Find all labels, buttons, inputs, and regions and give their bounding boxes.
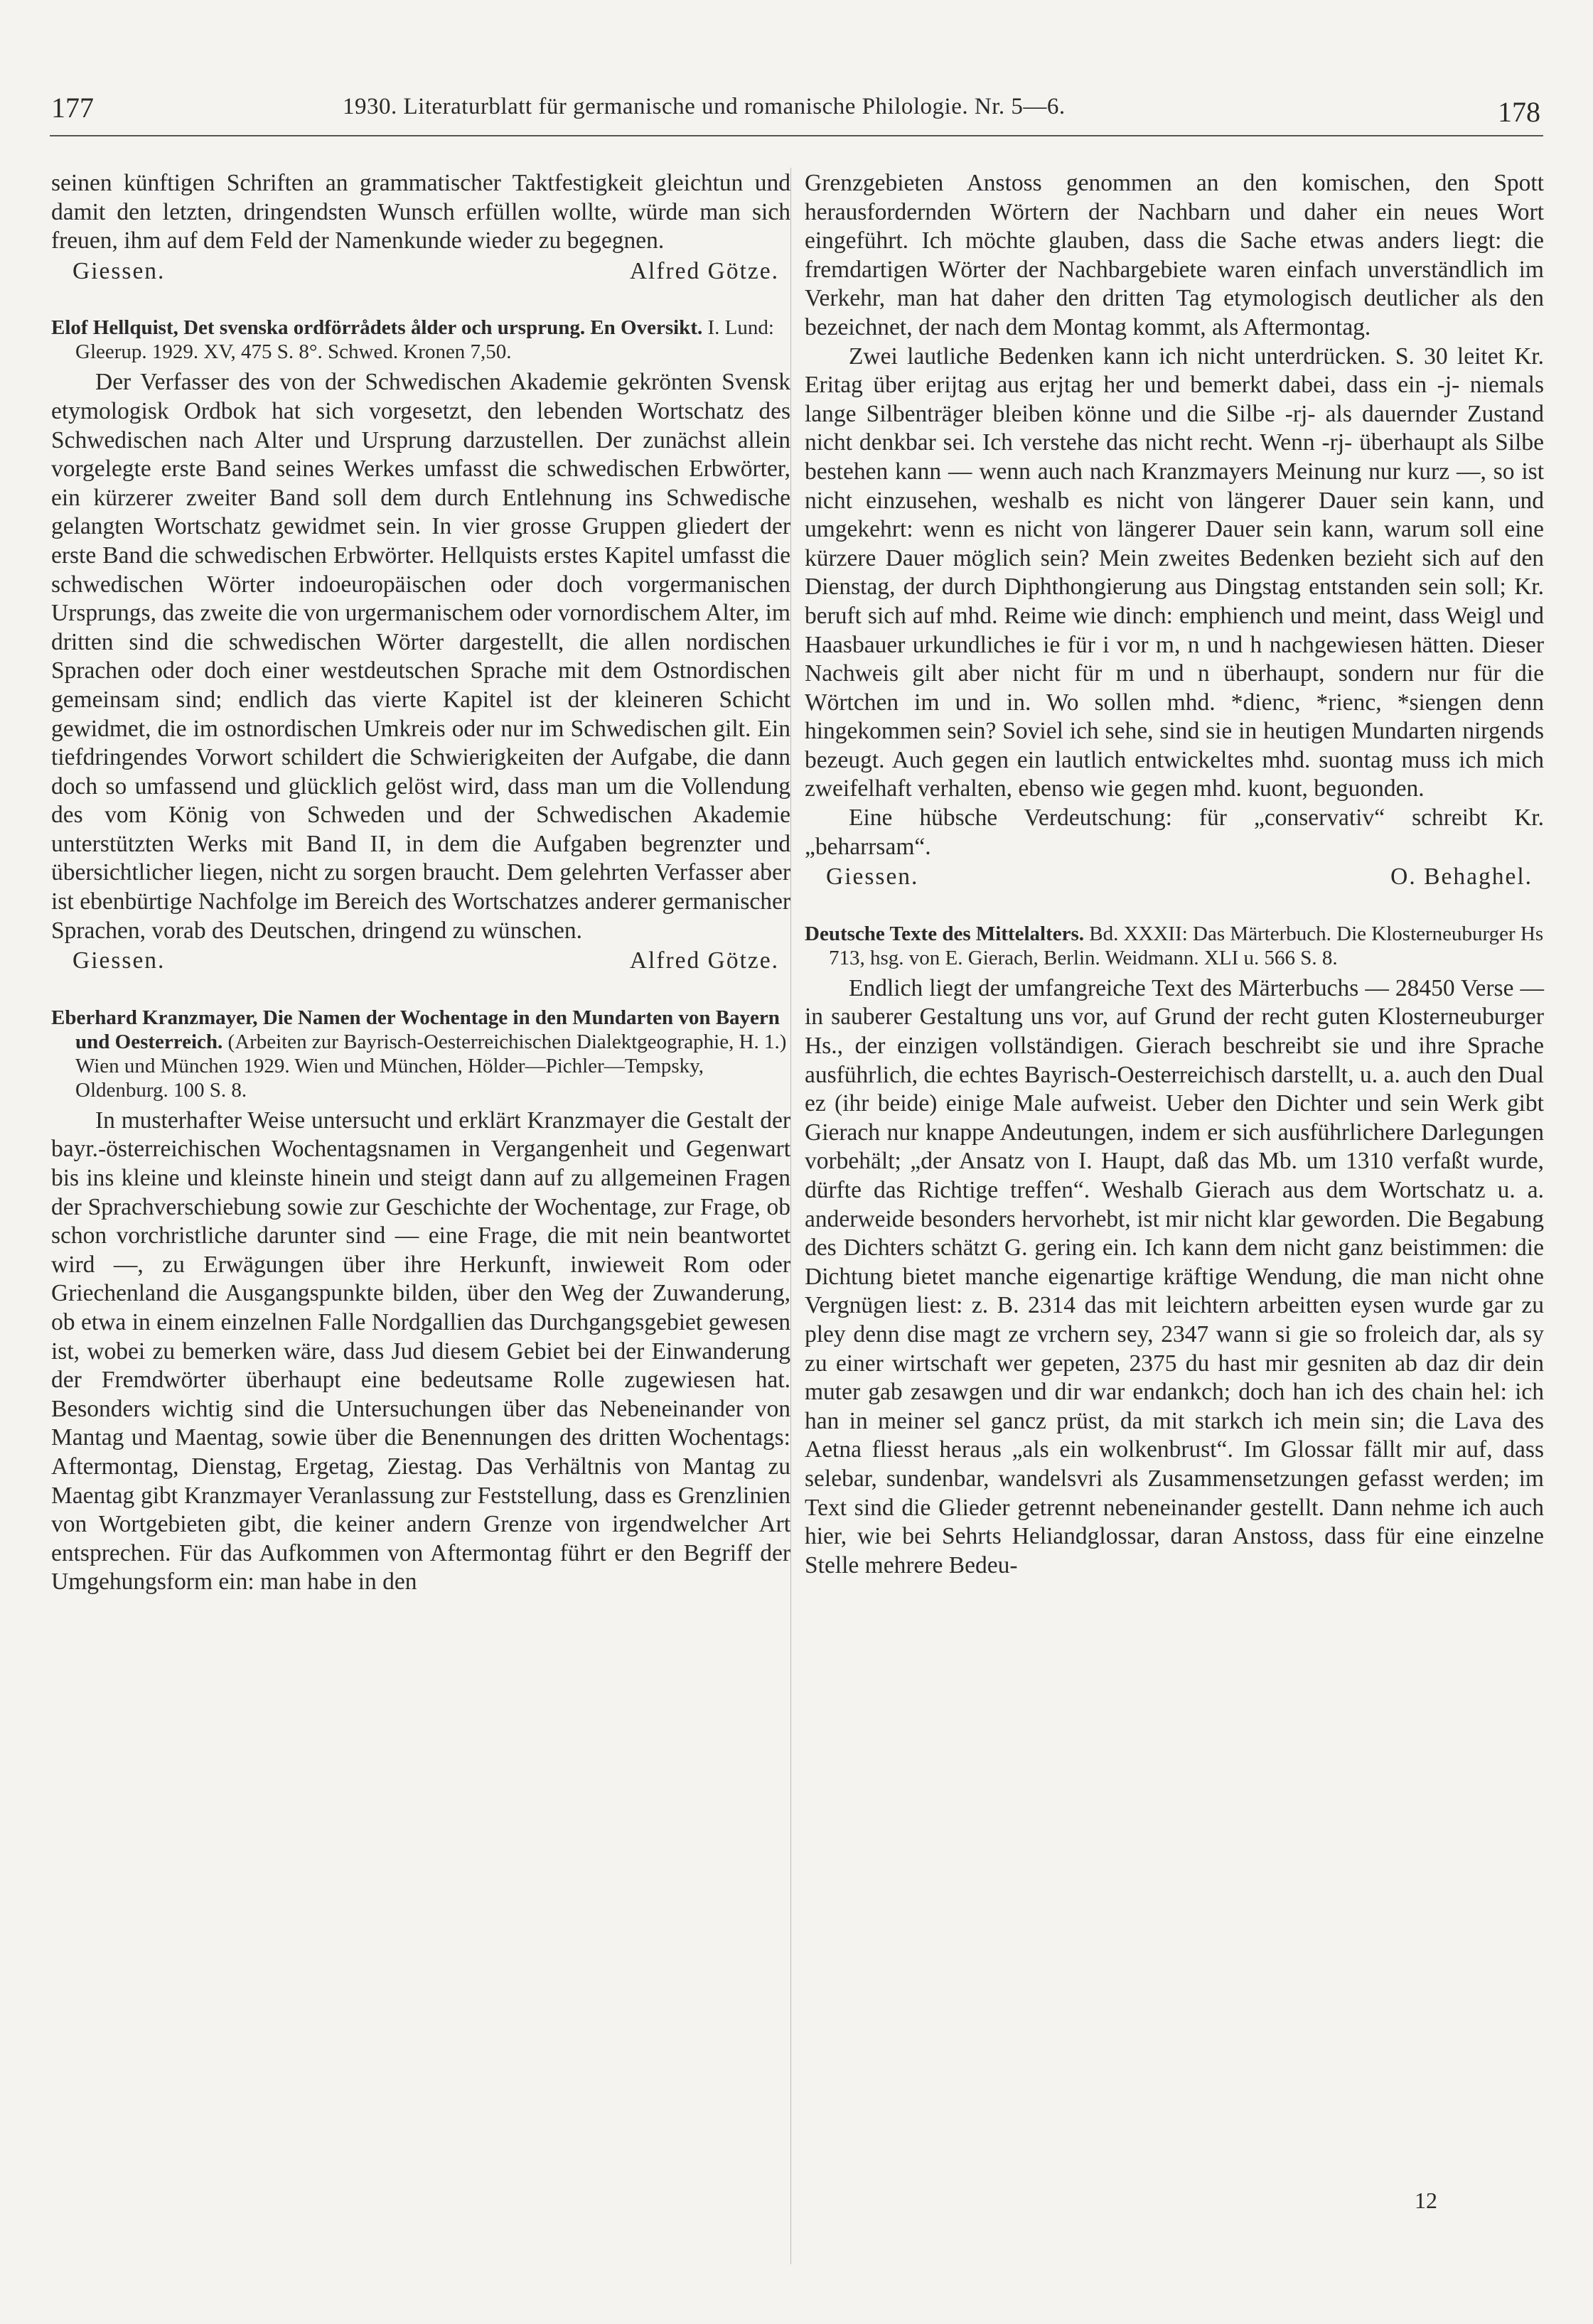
review-details: (Arbeiten zur Bayrisch-Oesterreichischen Dialektgeographie, H. 1.) Wien und München 1929. Wien und München, Hölder—Pichler—Tempsky, Oldenburg. 100 S. 8. xyxy=(75,1030,787,1102)
running-title: 1930. Literaturblatt für germanische und romanische Philologie. Nr. 5—6. xyxy=(343,94,1066,119)
page-number-right: 178 xyxy=(1498,96,1540,128)
signature xyxy=(51,257,790,286)
paragraph: Eine hübsche Verdeutschung: für „conservativ“ schreibt Kr. „beharrsam“. xyxy=(805,805,1544,860)
signature-name: Alfred Götze. xyxy=(629,257,779,284)
review-heading xyxy=(51,316,790,364)
column-divider xyxy=(790,168,791,2264)
right-column xyxy=(805,169,1544,1580)
sheet-number: 12 xyxy=(1415,2188,1437,2213)
review-body: In musterhafter Weise untersucht und erklärt Kranzmayer die Gestalt der bayr.-österreichischen Wochentagsnamen in Vergangenheit und Gegenwart bis ins kleine und kleinste hinein und steigt dann auf zu allgemeinen Fragen der Sprachverschiebung sowie zur Geschichte der Wochentage, zur Frage, ob schon vorchristliche darunter sind — eine Frage, die mit nein beantwortet wird —, zu Erwägungen über ihre Herkunft, inwieweit Rom oder Griechenland die Ausgangspunkte bilden, über den Weg der Zuwanderung, ob etwa in einem einzelnen Falle Nordgallien das Durchgangsgebiet gewesen ist, wobei zu bemerken wäre, dass Jud diesem Gebiet bei der Einwanderung der Fremdwörter überhaupt eine bedeutsame Rolle zugewiesen hat. Besonders wichtig sind die Untersuchungen über das Nebeneinander von Mantag und Maentag, sowie über die Benennungen des dritten Wochentags: Aftermontag, Dienstag, Ergetag, Ziestag. Das Verhältnis von Mantag zu Maentag gibt Kranzmayer Veranlassung zur Feststellung, dass es Grenzlinien von Wortgebieten gibt, die keiner andern Grenze von irgendwelcher Art entsprechen. Für das Aufkommen von Aftermontag führt er den Begriff der Umgehungsform ein: man habe in den xyxy=(51,1107,790,1596)
page-number-left: 177 xyxy=(51,92,94,124)
review-title: Die Namen der Wochentage in den Mundarten von Bayern und Oesterreich. xyxy=(75,1006,780,1053)
review-details: Bd. XXXII: Das Märterbuch. Die Klosterneuburger Hs 713, hsg. von E. Gierach, Berlin. Weidmann. XLI u. 566 S. 8. xyxy=(829,922,1544,969)
header-rule xyxy=(50,135,1543,136)
review-title: Deutsche Texte des Mittelalters. xyxy=(805,922,1085,945)
signature-place: Giessen. xyxy=(73,257,166,284)
review-author: Eberhard Kranzmayer, xyxy=(51,1006,258,1029)
review-title: Det svenska ordförrådets ålder och ursprung. En Oversikt. xyxy=(183,316,703,340)
review-heading xyxy=(805,922,1544,970)
page-header xyxy=(44,91,1543,134)
review-details: I. Lund: Gleerup. 1929. XV, 475 S. 8°. Schwed. Kronen 7,50. xyxy=(75,316,774,364)
review-author: Elof Hellquist, xyxy=(51,316,178,340)
review-body: Endlich liegt der umfangreiche Text des Märterbuchs — 28450 Verse — in sauberer Gestaltung uns vor, auf Grund der recht guten Klosterneuburger Hs., der einzigen vollständigen. Gierach beschreibt sie und ihre Sprache ausführlich, die echtes Bayrisch-Oesterreichisch darstellt, u. a. auch den Dual ez (ihr beide) einige Male aufweist. Ueber den Dichter und sein Werk gibt Gierach nur knappe Andeutungen, indem er sich ausführlichere Darlegungen vorbehält; „der Ansatz von I. Haupt, daß das Mb. um 1310 verfaßt wurde, dürfte das Richtige treffen“. Weshalb Gierach aus dem Wortschatz u. a. anderweide besonders hervorhebt, ist mir nicht klar geworden. Die Begabung des Dichters schätzt G. gering ein. Ich kann dem nicht ganz beistimmen: die Dichtung bietet manche eigenartige kräftige Wendung, die man nicht ohne Vergnügen liest: z. B. 2314 das mit leichtern arbeitten eysen wurde gar zu pley denn dise magt ze vrchern sey, 2347 wann si gie so froleich dar, als sy zu einer wirtschaft wer gepeten, 2375 du hast mir gesniten ab daz dir dein muter gab zesawgen und dir war endankch; doch han ich des chain hel: ich han in meiner sel gancz prüst, da mit starkch ich mein sin; die Lava des Aetna fliesst heraus „als ein wolkenbrust“. Im Glossar fällt mir auf, dass selebar, sundenbar, wandelsvri als Zusammensetzungen gefasst werden; im Text sind die Glieder getrennt nebeneinander gestellt. Dann nehme ich auch hier, wie bei Sehrts Heliandglossar, daran Anstoss, dass für eine einzelne Stelle mehrere Bedeu- xyxy=(805,974,1544,1578)
left-column xyxy=(51,169,790,1597)
signature xyxy=(51,947,790,976)
signature-name: O. Behaghel. xyxy=(1390,864,1533,891)
continued-paragraph: Grenzgebieten Anstoss genommen an den komischen, den Spott herausfordernden Wörtern der Nachbarn und daher ein neues Wort eingeführt. Ich möchte glauben, dass die Sache etwas anders liegt: die fremdartigen Wörter der Nachbargebiete waren einfach unverständlich im Verkehr, man hat daher den dritten Tag etymologisch deutlicher als den bezeichnet, der nach dem Montag kommt, als Aftermontag. xyxy=(805,170,1544,340)
signature-name: Alfred Götze. xyxy=(629,947,779,974)
signature-place: Giessen. xyxy=(826,864,919,891)
paragraph: Zwei lautliche Bedenken kann ich nicht unterdrücken. S. 30 leitet Kr. Eritag über erijtag aus erjtag her und bemerkt dabei, dass ein -j- niemals lange Silbenträger bleiben könne und die Silbe -rj- als dauernder Zustand nicht denkbar sei. Ich verstehe das nicht recht. Wenn -rj- überhaupt als Silbe bestehen kann — wenn auch nach Kranzmayers Meinung nur kurz —, so ist nicht einzusehen, weshalb es nicht von längerer Dauer sein kann, und umgekehrt: wenn es nicht von längerer Dauer sein kann, warum soll eine kürzere Dauer möglich sein? Mein zweites Bedenken bezieht sich auf den Dienstag, der durch Diphthongierung aus Dingstag entstanden sein soll; Kr. beruft sich auf mhd. Reime wie dinch: emphiench und meint, dass Weigl und Haasbauer urkundliches ie für i vor m, n und h nachgewiesen hätten. Dieser Nachweis gilt aber nicht für m und n überhaupt, sondern nur für die Wörtchen im und in. Wo sollen mhd. *dienc, *rienc, *siengen denn hingekommen sein? Soviel ich sehe, sind sie in heutigen Mundarten nirgends bezeugt. Auch gegen ein lautlich entwickeltes mhd. suontag muss ich mich zweifelhaft verhalten, ebenso wie gegen mhd. kuont, beguonden. xyxy=(805,343,1544,802)
signature xyxy=(805,863,1544,892)
review-body: Der Verfasser des von der Schwedischen Akademie gekrönten Svensk etymologisk Ordbok hat sich vorgesetzt, den lebenden Wortschatz des Schwedischen nach Alter und Ursprung darzustellen. Der zunächst allein vorgelegte erste Band seines Werkes umfasst die schwedischen Erbwörter, ein kürzerer zweiter Band soll dem durch Entlehnung ins Schwedische gelangten Wortschatz gewidmet sein. In vier grosse Gruppen gliedert der erste Band die schwedischen Erbwörter. Hellquists erstes Kapitel umfasst die schwedischen Wörter indoeuropäischen oder doch vorgermanischen Ursprungs, das zweite die von urgermanischem oder vornordischem Alter, im dritten sind die schwedischen Wörter dargestellt, die allen nordischen Sprachen oder doch einer westdeutschen Sprache mit dem Ostnordischen gemeinsam sind; endlich das vierte Kapitel ist der kleineren Schicht gewidmet, die im ostnordischen Umkreis oder nur im Schwedischen gilt. Ein tiefdringendes Vorwort schildert die Schwierigkeiten der Aufgabe, die dann doch so umfassend und glücklich gelöst wird, dass man um die Vollendung des vom König von Schweden und der Schwedischen Akademie unterstützten Werks mit Band II, in dem die Aufgaben begrenzter und übersichtlicher liegen, nicht zu sorgen braucht. Dem gelehrten Verfasser aber ist ebenbürtige Nachfolge im Bereich des Wortschatzes anderer germanischer Sprachen, vorab des Deutschen, dringend zu wünschen. xyxy=(51,369,790,944)
continued-paragraph: seinen künftigen Schriften an grammatischer Taktfestigkeit gleichtun und damit den letzten, dringendsten Wunsch erfüllen wollte, würde man sich freuen, ihm auf dem Feld der Namenkunde wieder zu begegnen. xyxy=(51,170,790,254)
review-heading xyxy=(51,1006,790,1102)
signature-place: Giessen. xyxy=(73,947,166,974)
